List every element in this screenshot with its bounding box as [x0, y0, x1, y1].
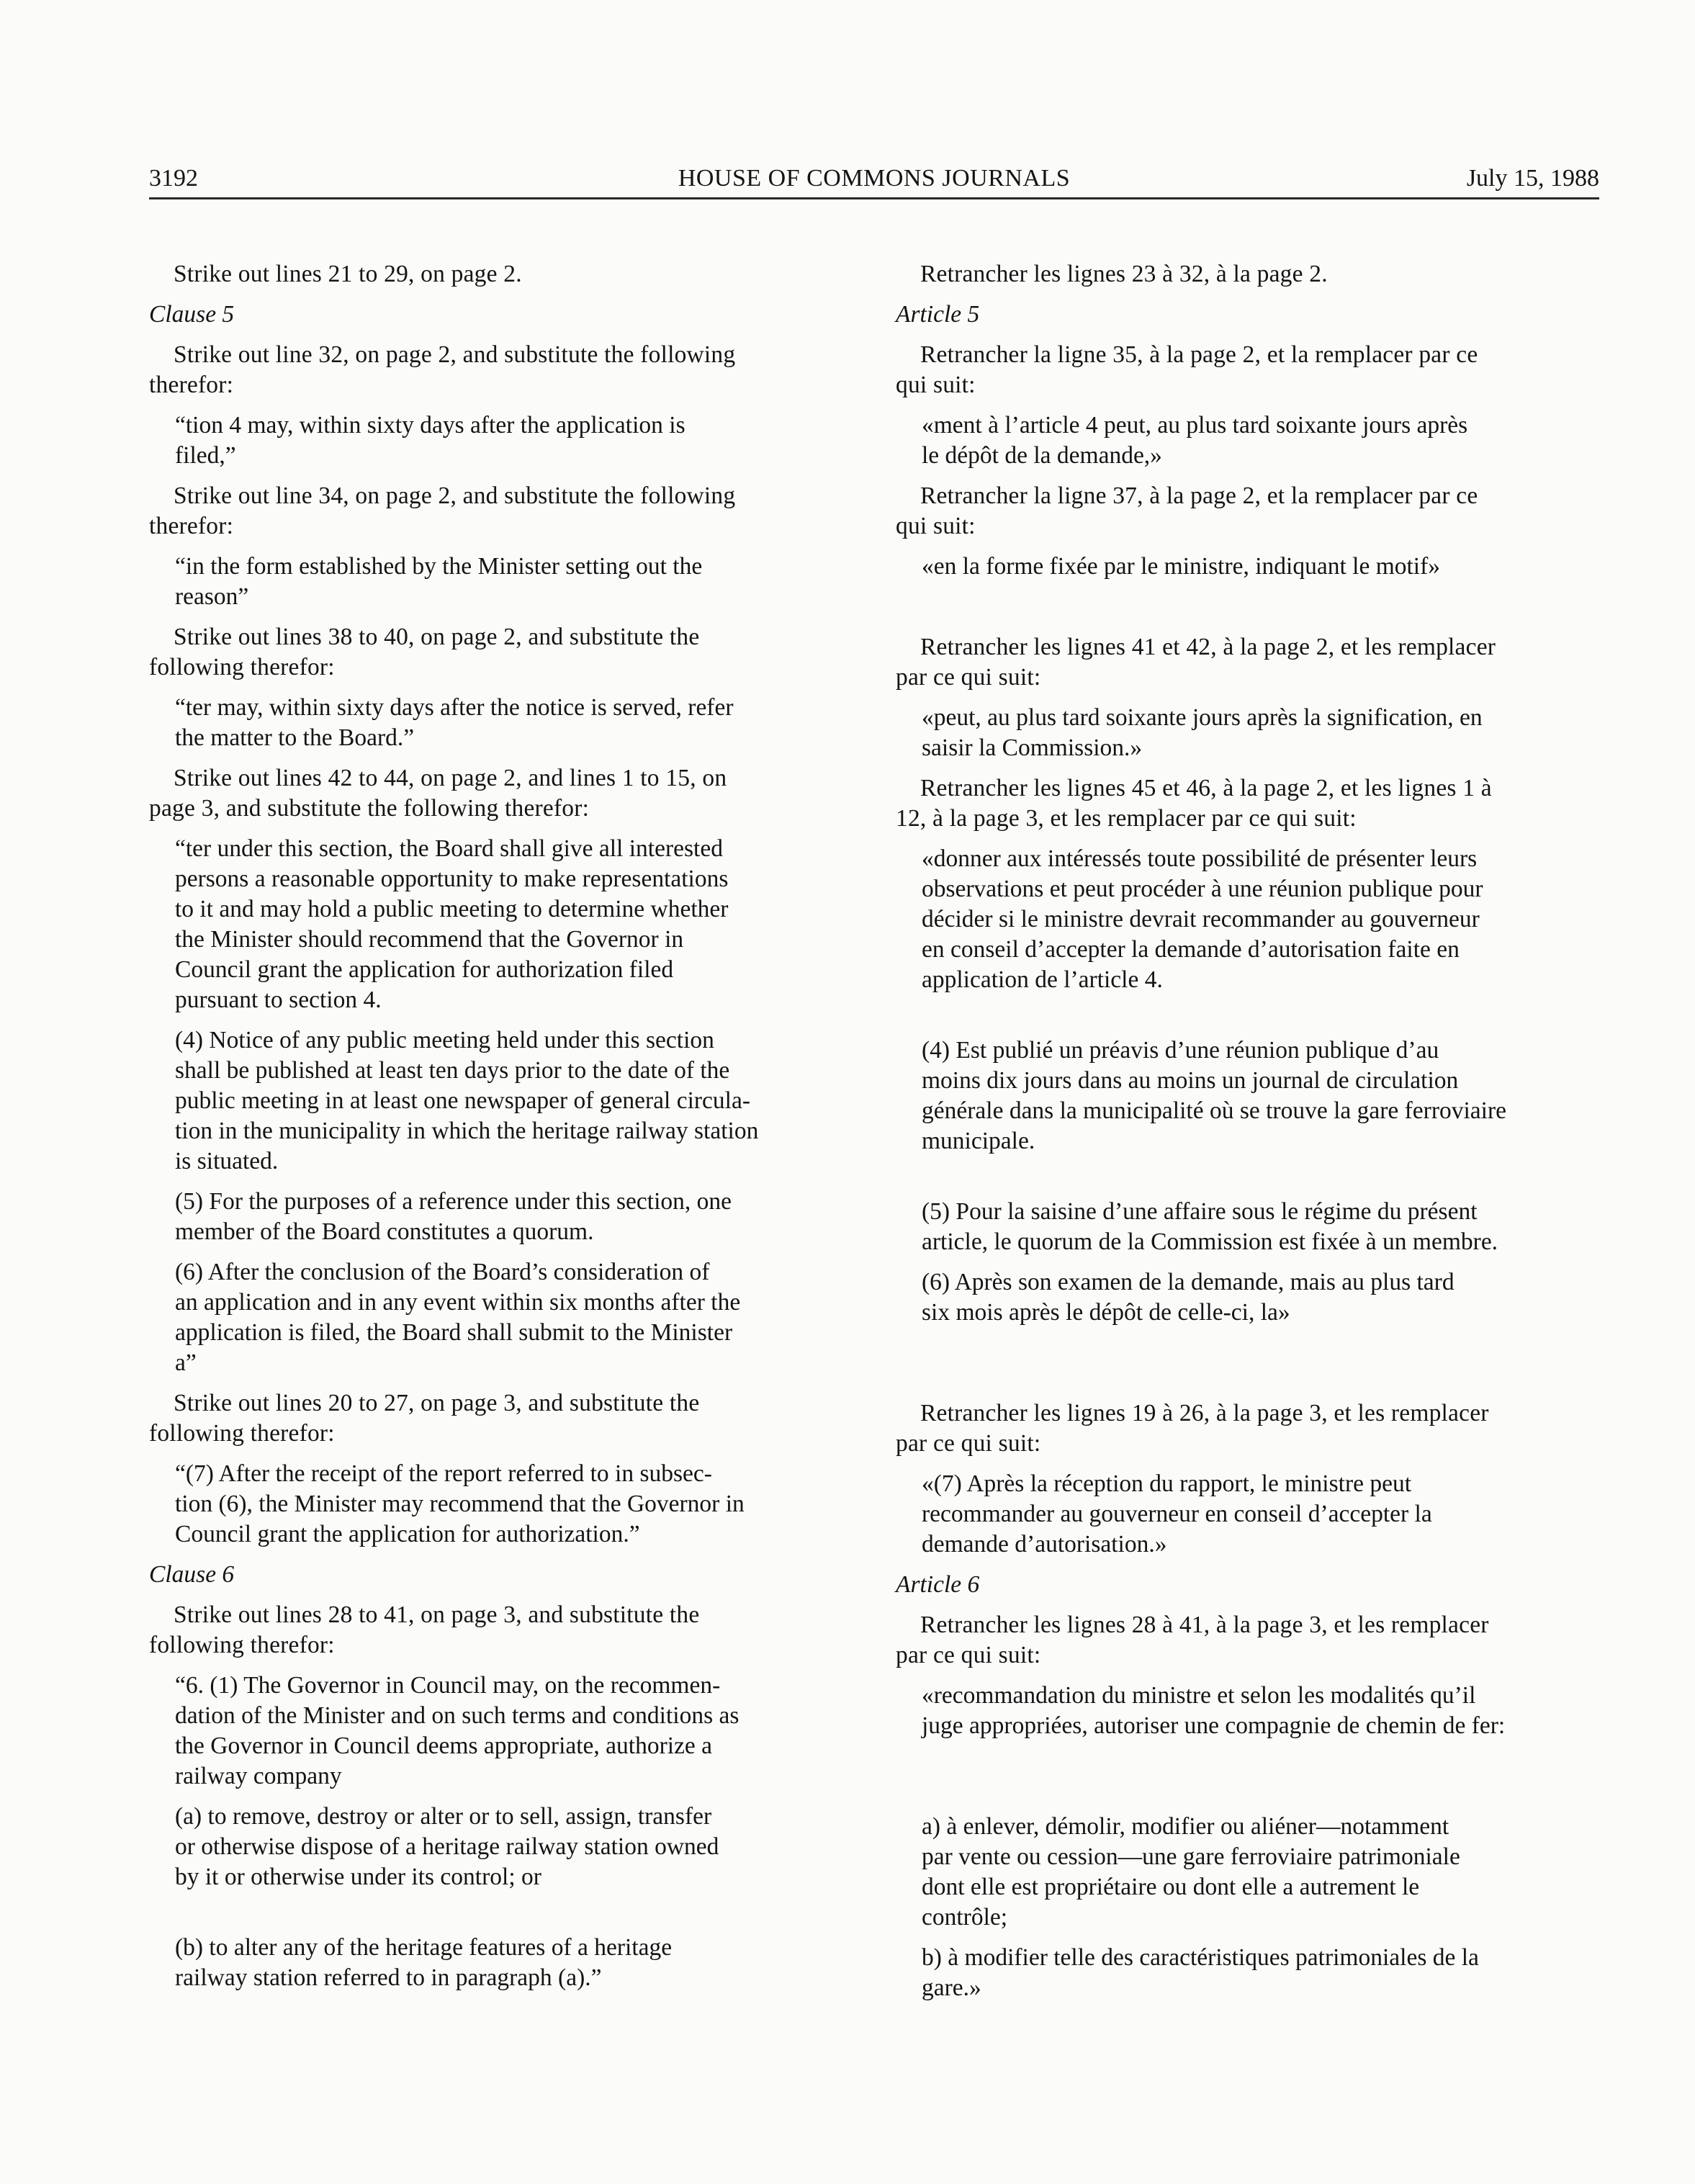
quoted-amendment: “(7) After the receipt of the report referred to in subsec- tion (6), the Minister may recommend that the Governor in Council grant the application for authorization.” — [175, 1460, 745, 1547]
quoted-amendment: «recommandation du ministre et selon les modalités qu’il juge appropriées, autoriser une compagnie de chemin de fer: — [922, 1682, 1506, 1739]
quoted-amendment: b) à modifier telle des caractéristiques patrimoniales de la gare.» — [922, 1944, 1479, 2001]
instruction-paragraph: Strike out lines 20 to 27, on page 3, and substitute the following therefor: — [149, 1390, 700, 1447]
quoted-amendment: (4) Notice of any public meeting held under this section shall be published at least ten days prior to the date of the public meeting in at least one newspaper of general circula- tion in the municipality in which the heritage railway station is situated. — [175, 1027, 759, 1174]
instruction-paragraph: Retrancher les lignes 41 et 42, à la page 2, et les remplacer par ce qui suit: — [896, 634, 1496, 691]
instruction-paragraph: Strike out lines 42 to 44, on page 2, and lines 1 to 15, on page 3, and substitute the following therefor: — [149, 765, 727, 822]
journal-date: July 15, 1988 — [1466, 165, 1599, 192]
instruction-paragraph: Strike out lines 38 to 40, on page 2, and substitute the following therefor: — [149, 624, 700, 680]
instruction-paragraph: Retrancher la ligne 35, à la page 2, et la remplacer par ce qui suit: — [896, 341, 1478, 398]
quoted-amendment: “ter may, within sixty days after the notice is served, refer the matter to the Board.” — [175, 694, 734, 751]
quoted-amendment: «en la forme fixée par le ministre, indiquant le motif» — [922, 553, 1441, 580]
quoted-amendment: (5) For the purposes of a reference under this section, one member of the Board constitutes a quorum. — [175, 1188, 732, 1245]
quoted-amendment: (6) After the conclusion of the Board’s consideration of an application and in any event within six months after the application is filed, the Board shall submit to the Minister a” — [175, 1259, 741, 1376]
instruction-paragraph: Retrancher les lignes 28 à 41, à la page 3, et les remplacer par ce qui suit: — [896, 1612, 1489, 1668]
instruction-paragraph: Strike out line 34, on page 2, and substitute the following therefor: — [149, 482, 736, 539]
quoted-amendment: (b) to alter any of the heritage features of a heritage railway station referred to in paragraph (a).” — [175, 1934, 673, 1991]
quoted-amendment: “tion 4 may, within sixty days after the application is filed,” — [175, 412, 685, 469]
quoted-amendment: «ment à l’article 4 peut, au plus tard soixante jours après le dépôt de la demande,» — [922, 412, 1468, 469]
instruction-paragraph: Strike out lines 21 to 29, on page 2. — [174, 261, 522, 287]
quoted-amendment: (a) to remove, destroy or alter or to sell, assign, transfer or otherwise dispose of a heritage railway station owned by it or otherwise under its control; or — [175, 1803, 719, 1890]
instruction-paragraph: Retrancher la ligne 37, à la page 2, et la remplacer par ce qui suit: — [896, 482, 1478, 539]
quoted-amendment: “ter under this section, the Board shall give all interested persons a reasonable opportunity to make representations to it and may hold a public meeting to determine whether the Minister should recommend that the Governor in Council grant the application for authorization filed pursuant to section 4. — [175, 835, 729, 1013]
quoted-amendment: “in the form established by the Minister setting out the reason” — [175, 553, 703, 610]
quoted-amendment: «donner aux intéressés toute possibilité de présenter leurs observations et peut procéder à une réunion publique pour décider si le ministre devrait recommander au gouverneur en conseil d’accepter la demande d’autorisation faite en application de l’article 4. — [922, 845, 1483, 993]
clause-heading: Clause 6 — [149, 1561, 235, 1588]
french-column — [896, 259, 1600, 2013]
english-column — [149, 259, 862, 2003]
instruction-paragraph: Strike out line 32, on page 2, and substitute the following therefor: — [149, 341, 736, 398]
quoted-amendment: (5) Pour la saisine d’une affaire sous le régime du présent article, le quorum de la Commission est fixée à un membre. — [922, 1198, 1498, 1255]
quoted-amendment: (6) Après son examen de la demande, mais au plus tard six mois après le dépôt de celle-ci, la» — [922, 1269, 1455, 1326]
quoted-amendment: «(7) Après la réception du rapport, le ministre peut recommander au gouverneur en conseil d’accepter la demande d’autorisation.» — [922, 1470, 1432, 1558]
instruction-paragraph: Retrancher les lignes 19 à 26, à la page 3, et les remplacer par ce qui suit: — [896, 1400, 1489, 1457]
clause-heading: Clause 5 — [149, 301, 235, 328]
instruction-paragraph: Retrancher les lignes 45 et 46, à la page 2, et les lignes 1 à 12, à la page 3, et les remplacer par ce qui suit: — [896, 775, 1492, 832]
quoted-amendment: a) à enlever, démolir, modifier ou aliéner—notamment par vente ou cession—une gare ferroviaire patrimoniale dont elle est propriétaire ou dont elle a autrement le contrôle; — [922, 1813, 1460, 1931]
quoted-amendment: «peut, au plus tard soixante jours après la signification, en saisir la Commission.» — [922, 704, 1483, 761]
journal-title: HOUSE OF COMMONS JOURNALS — [678, 165, 1071, 192]
article-heading: Article 5 — [896, 301, 980, 328]
quoted-amendment: “6. (1) The Governor in Council may, on the recommen- dation of the Minister and on such terms and conditions as the Governor in Council deems appropriate, authorize a railway company — [175, 1672, 739, 1789]
instruction-paragraph: Retrancher les lignes 23 à 32, à la page 2. — [920, 261, 1328, 287]
running-header — [149, 160, 1599, 199]
quoted-amendment: (4) Est publié un préavis d’une réunion publique d’au moins dix jours dans au moins un journal de circulation générale dans la municipalité où se trouve la gare ferroviaire municipale. — [922, 1037, 1506, 1154]
article-heading: Article 6 — [896, 1571, 980, 1598]
page-number: 3192 — [149, 165, 198, 192]
instruction-paragraph: Strike out lines 28 to 41, on page 3, and substitute the following therefor: — [149, 1601, 700, 1658]
